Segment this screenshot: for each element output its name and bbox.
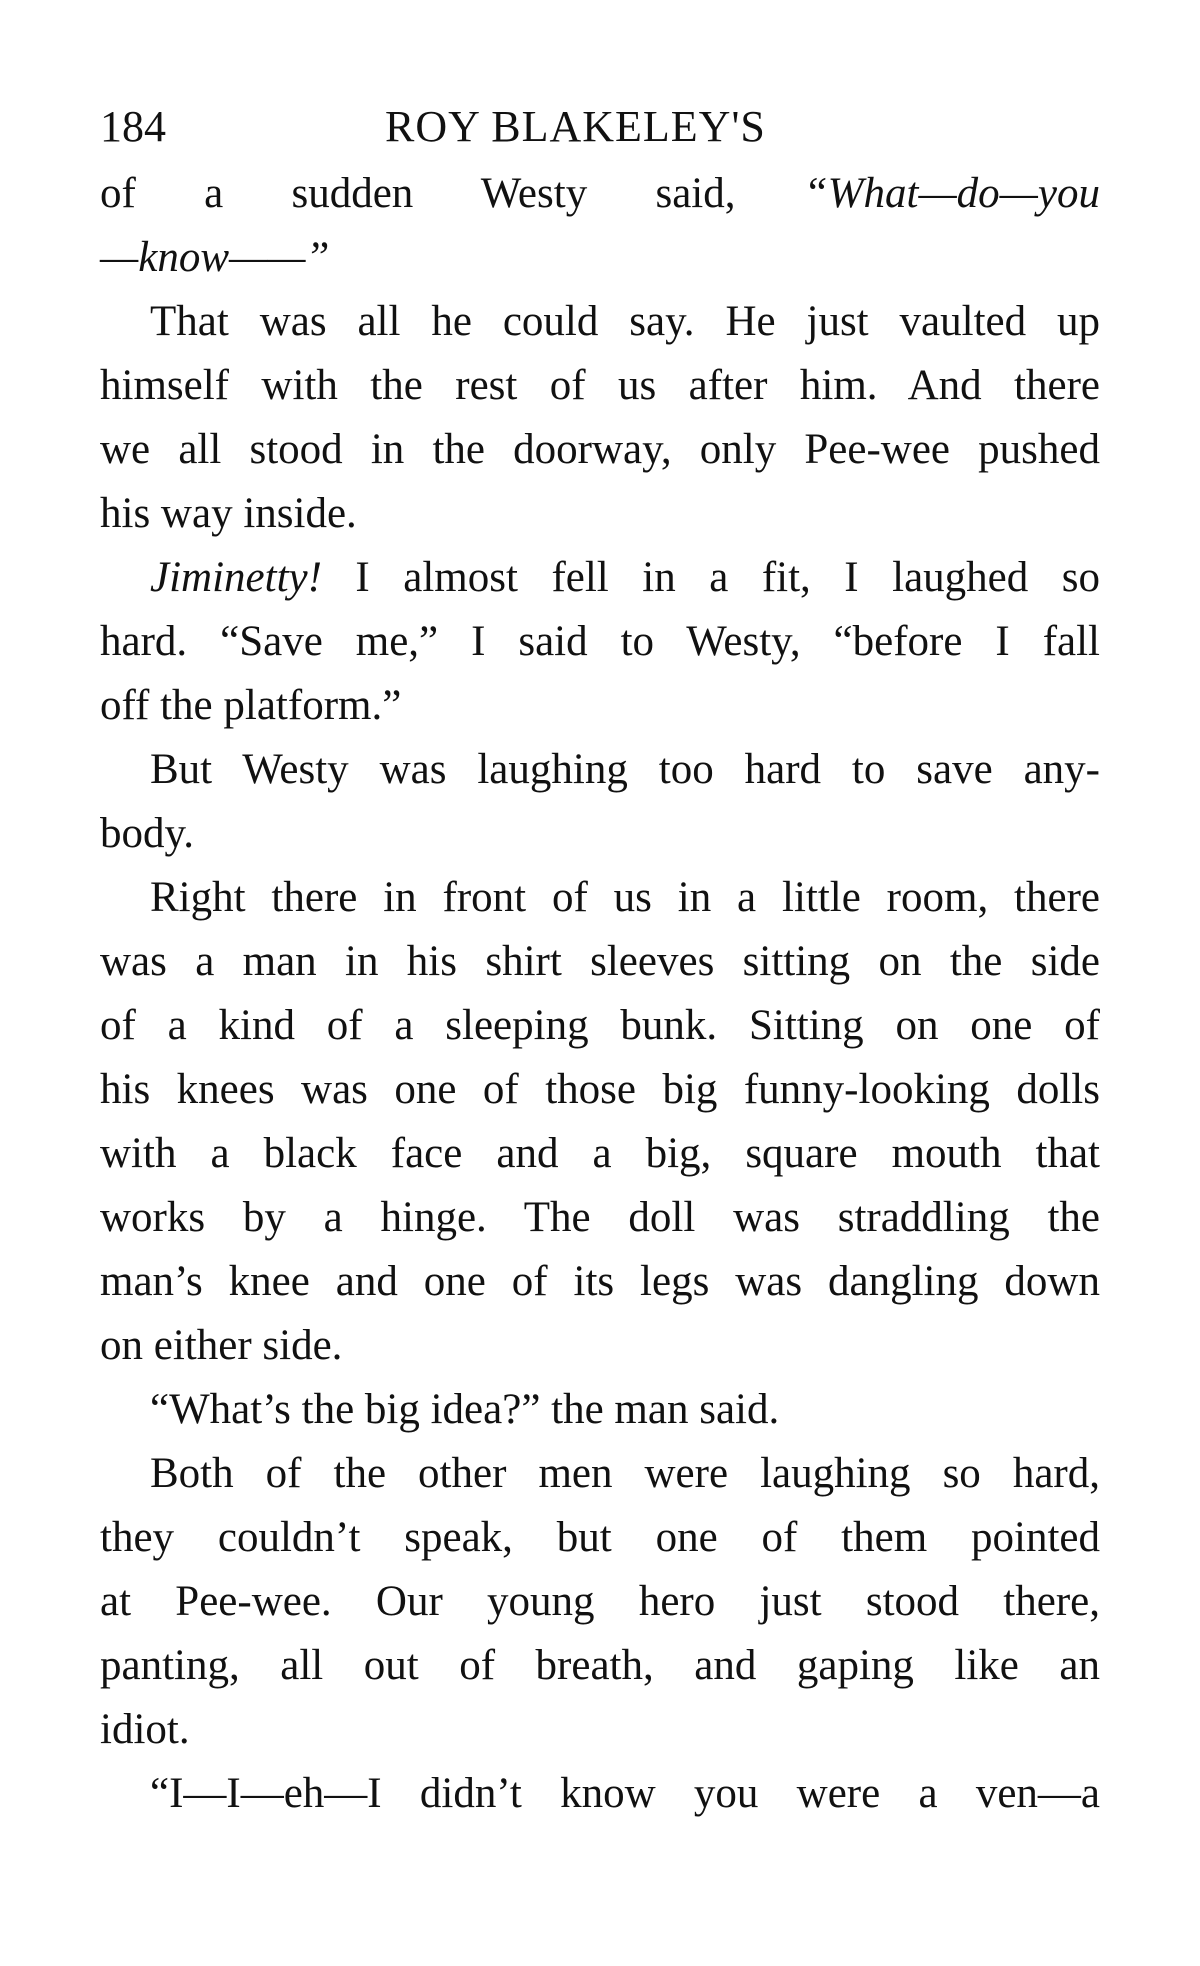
text-line <box>100 354 1100 418</box>
text-segment: That was all he could say. He just vaulted up <box>150 298 1100 345</box>
text-segment: his knees was one of those big funny-looking dolls <box>100 1066 1100 1113</box>
text-line <box>100 226 1100 290</box>
text-segment: idiot. <box>100 1706 190 1753</box>
text-segment: with a black face and a big, square mouth that <box>100 1130 1100 1177</box>
text-segment: on either side. <box>100 1322 343 1369</box>
text-segment: works by a hinge. The doll was straddling the <box>100 1194 1100 1241</box>
text-segment: hard. “Save me,” I said to Westy, “before I fall <box>100 618 1100 665</box>
page-number: 184 <box>100 102 166 151</box>
page-header <box>100 92 1100 162</box>
text-line <box>100 802 1100 866</box>
text-segment: I almost fell in a fit, I laughed so <box>321 554 1100 601</box>
text-segment: of a sudden Westy said, <box>100 170 804 217</box>
text-line <box>100 1250 1100 1314</box>
italic-text: “What—do—you <box>803 170 1100 217</box>
text-line <box>100 930 1100 994</box>
text-line <box>100 1122 1100 1186</box>
text-segment: himself with the rest of us after him. And there <box>100 362 1100 409</box>
text-segment: But Westy was laughing too hard to save any- <box>150 746 1100 793</box>
text-segment: man’s knee and one of its legs was dangling down <box>100 1258 1100 1305</box>
text-segment: was a man in his shirt sleeves sitting on the side <box>100 938 1100 985</box>
text-line <box>100 418 1100 482</box>
text-line <box>100 162 1100 226</box>
text-line <box>100 1698 1100 1762</box>
text-line <box>100 674 1100 738</box>
text-segment: panting, all out of breath, and gaping like an <box>100 1642 1100 1689</box>
text-line <box>100 1506 1100 1570</box>
text-segment: they couldn’t speak, but one of them pointed <box>100 1514 1100 1561</box>
text-line <box>100 1634 1100 1698</box>
italic-text: Jiminetty! <box>150 554 322 601</box>
text-line <box>100 1186 1100 1250</box>
text-line <box>100 610 1100 674</box>
body-text <box>100 162 1100 1826</box>
italic-text: —know——” <box>100 234 330 281</box>
text-segment: body. <box>100 810 194 857</box>
text-segment: off the platform.” <box>100 682 402 729</box>
text-line <box>100 1442 1100 1506</box>
text-segment: at Pee-wee. Our young hero just stood there, <box>100 1578 1100 1625</box>
text-segment: his way inside. <box>100 490 357 537</box>
text-segment: Right there in front of us in a little room, there <box>150 874 1100 921</box>
text-line <box>100 1762 1100 1826</box>
text-line <box>100 738 1100 802</box>
text-line <box>100 1314 1100 1378</box>
text-segment: “I—I—eh—I didn’t know you were a ven—a <box>150 1770 1100 1817</box>
text-segment: of a kind of a sleeping bunk. Sitting on one of <box>100 1002 1100 1049</box>
text-line <box>100 994 1100 1058</box>
text-segment: Both of the other men were laughing so hard, <box>150 1450 1100 1497</box>
text-line <box>100 290 1100 354</box>
running-head: ROY BLAKELEY'S <box>385 102 766 151</box>
book-page <box>100 92 1100 1826</box>
text-segment: we all stood in the doorway, only Pee-wee pushed <box>100 426 1100 473</box>
text-line <box>100 1378 1100 1442</box>
text-line <box>100 546 1100 610</box>
text-line <box>100 1570 1100 1634</box>
text-line <box>100 866 1100 930</box>
text-segment: “What’s the big idea?” the man said. <box>150 1386 780 1433</box>
text-line <box>100 482 1100 546</box>
text-line <box>100 1058 1100 1122</box>
